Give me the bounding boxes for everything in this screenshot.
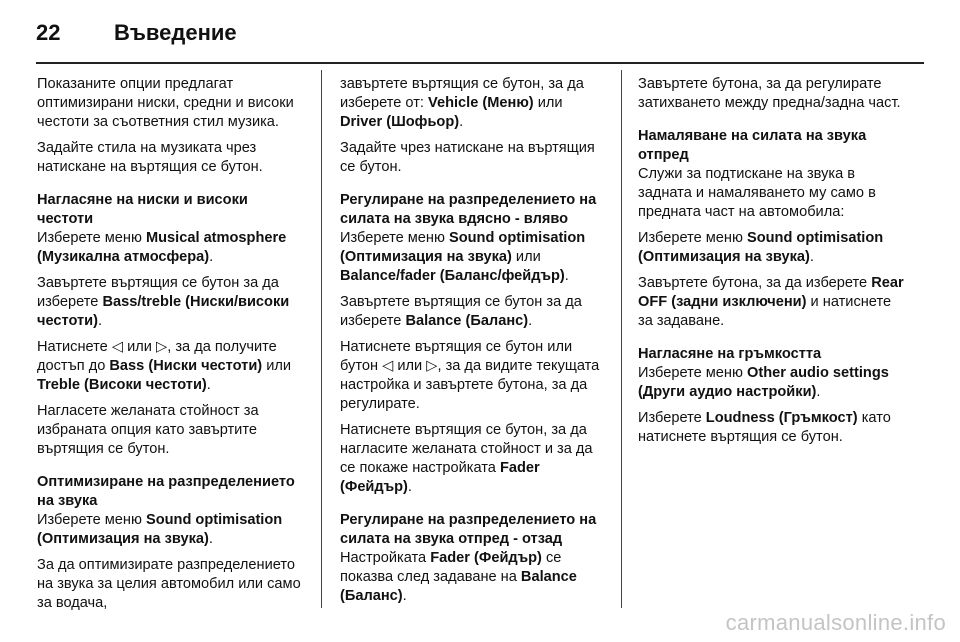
section-heading: Нагласяне на гръмкостта — [638, 346, 822, 362]
section-heading: Регулиране на разпределението на силата на звука отпред - отзад — [340, 512, 597, 547]
column-3 — [638, 75, 906, 454]
page-header — [36, 20, 237, 46]
paragraph: Завъртете въртящия се бутон за да изберете Bass/treble (Ниски/високи честоти). — [37, 275, 290, 329]
paragraph: Настройката Fader (Фейдър) се показва след задаване на Balance (Баланс). — [340, 550, 577, 604]
page-number: 22 — [36, 20, 61, 45]
paragraph: Изберете меню Other audio settings (Други аудио настройки). — [638, 365, 889, 400]
paragraph: Служи за подтискане на звука в задната и намаляването му само в предната част на автомобила: — [638, 166, 876, 220]
watermark: carmanualsonline.info — [725, 610, 946, 635]
section-heading: Оптимизиране на разпределението на звука — [37, 474, 295, 509]
column-2 — [340, 75, 608, 613]
paragraph: Завъртете бутона, за да регулирате затихването между предна/задна част. — [638, 76, 901, 111]
paragraph: завъртете въртящия се бутон, за да изберете от: Vehicle (Меню) или Driver (Шофьор). — [340, 76, 584, 130]
paragraph: Изберете Loudness (Гръмкост) като натиснете въртящия се бутон. — [638, 410, 891, 445]
paragraph: Изберете меню Sound optimisation (Оптимизация на звука). — [638, 230, 884, 265]
paragraph: За да оптимизирате разпределението на звука за целия автомобил или само за водача, — [37, 557, 301, 611]
paragraph: Изберете меню Musical atmosphere (Музикална атмосфера). — [37, 230, 287, 265]
paragraph: Задайте стила на музиката чрез натискане на въртящия се бутон. — [37, 140, 263, 175]
paragraph: Натиснете въртящия се бутон, за да нагласите желаната стойност и за да се покаже настройката Fader (Фейдър). — [340, 422, 593, 495]
column-separator — [621, 70, 622, 608]
page-title: Въведение — [114, 20, 237, 45]
paragraph: Изберете меню Sound optimisation (Оптимизация на звука). — [37, 512, 283, 547]
paragraph: Натиснете въртящия се бутон или бутон ◁ или ▷, за да видите текущата настройка и завъртете бутона, за да регулирате. — [340, 339, 600, 412]
header-rule — [36, 62, 924, 64]
section-heading: Нагласяне на ниски и високи честоти — [37, 192, 248, 227]
column-1 — [37, 75, 305, 620]
paragraph: Завъртете бутона, за да изберете Rear OFF (задни изключени) и натиснете за задаване. — [638, 275, 904, 329]
paragraph: Задайте чрез натискане на въртящия се бутон. — [340, 140, 595, 175]
paragraph: Нагласете желаната стойност за избраната опция като завъртите въртящия се бутон. — [37, 403, 259, 457]
paragraph: Изберете меню Sound optimisation (Оптимизация на звука) или Balance/fader (Баланс/фейдър). — [340, 230, 586, 284]
section-heading: Намаляване на силата на звука отпред — [638, 128, 867, 163]
paragraph: Показаните опции предлагат оптимизирани ниски, средни и високи честоти за съответния стил музика. — [37, 76, 294, 130]
section-heading: Регулиране на разпределението на силата на звука вдясно - вляво — [340, 192, 597, 227]
paragraph: Завъртете въртящия се бутон за да изберете Balance (Баланс). — [340, 294, 582, 329]
paragraph: Натиснете ◁ или ▷, за да получите достъп до Bass (Ниски честоти) или Treble (Високи честоти). — [37, 339, 292, 393]
column-separator — [321, 70, 322, 608]
